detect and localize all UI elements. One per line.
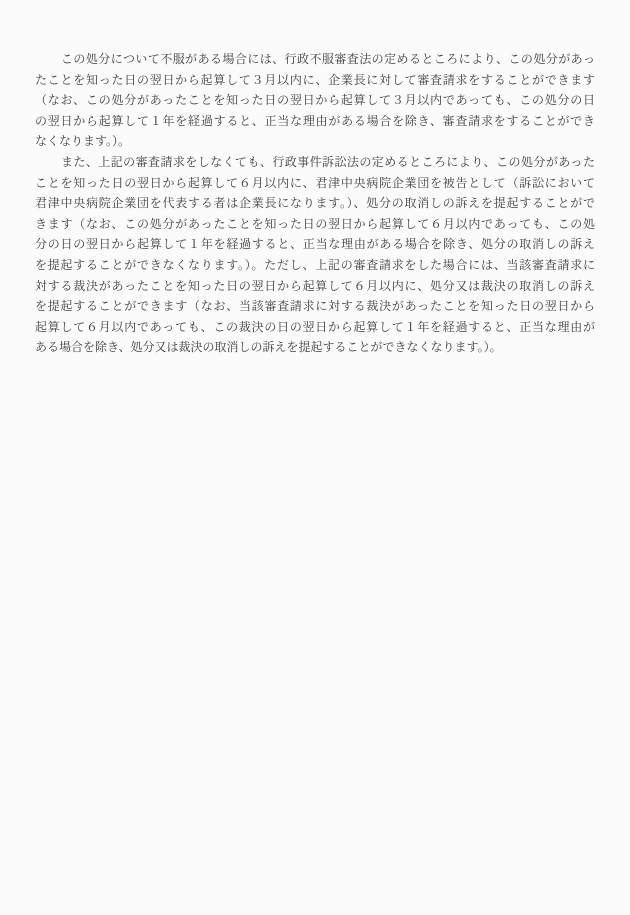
paragraph-lawsuit-notice bbox=[35, 152, 595, 358]
document-text-line: 君津中央病院企業団を代表する者は企業長になります。）、処分の取消しの訴えを提起することがで bbox=[35, 196, 595, 211]
document-text-line: なくなります。）。 bbox=[35, 134, 131, 149]
paragraph-appeal-request-notice bbox=[35, 49, 595, 152]
document-text-line: の翌日から起算して１年を経過すると、正当な理由がある場合を除き、審査請求をすることができ bbox=[35, 113, 595, 128]
notice-document bbox=[35, 49, 595, 358]
document-text-line: ある場合を除き、処分又は裁決の取消しの訴えを提起することができなくなります。）。 bbox=[35, 340, 502, 355]
document-text-line: この処分について不服がある場合には、行政不服審査法の定めるところにより、この処分があっ bbox=[61, 52, 595, 66]
document-text-line: ことを知った日の翌日から起算して６月以内に、君津中央病院企業団を被告として（訴訟において bbox=[35, 175, 595, 190]
document-text-line: を提起することができなくなります。）。ただし、上記の審査請求をした場合には、当該審査請求に bbox=[35, 257, 595, 272]
document-text-line: また、上記の審査請求をしなくても、行政事件訴訟法の定めるところにより、この処分があった bbox=[61, 154, 595, 169]
document-text-line: 対する裁決があったことを知った日の翌日から起算して６月以内に、処分又は裁決の取消しの訴え bbox=[35, 278, 595, 293]
document-text-line: を提起することができます（なお、当該審査請求に対する裁決があったことを知った日の翌日から bbox=[35, 299, 595, 314]
document-text-line: （なお、この処分があったことを知った日の翌日から起算して３月以内であっても、この処分の日 bbox=[35, 93, 595, 108]
document-text-line: 分の日の翌日から起算して１年を経過すると、正当な理由がある場合を除き、処分の取消しの訴え bbox=[35, 237, 595, 252]
document-text-line: たことを知った日の翌日から起算して３月以内に、企業長に対して審査請求をすることができます bbox=[35, 72, 595, 87]
document-text-line: きます（なお、この処分があったことを知った日の翌日から起算して６月以内であっても、この処 bbox=[35, 216, 595, 231]
document-text-line: 起算して６月以内であっても、この裁決の日の翌日から起算して１年を経過すると、正当な理由が bbox=[35, 319, 595, 334]
